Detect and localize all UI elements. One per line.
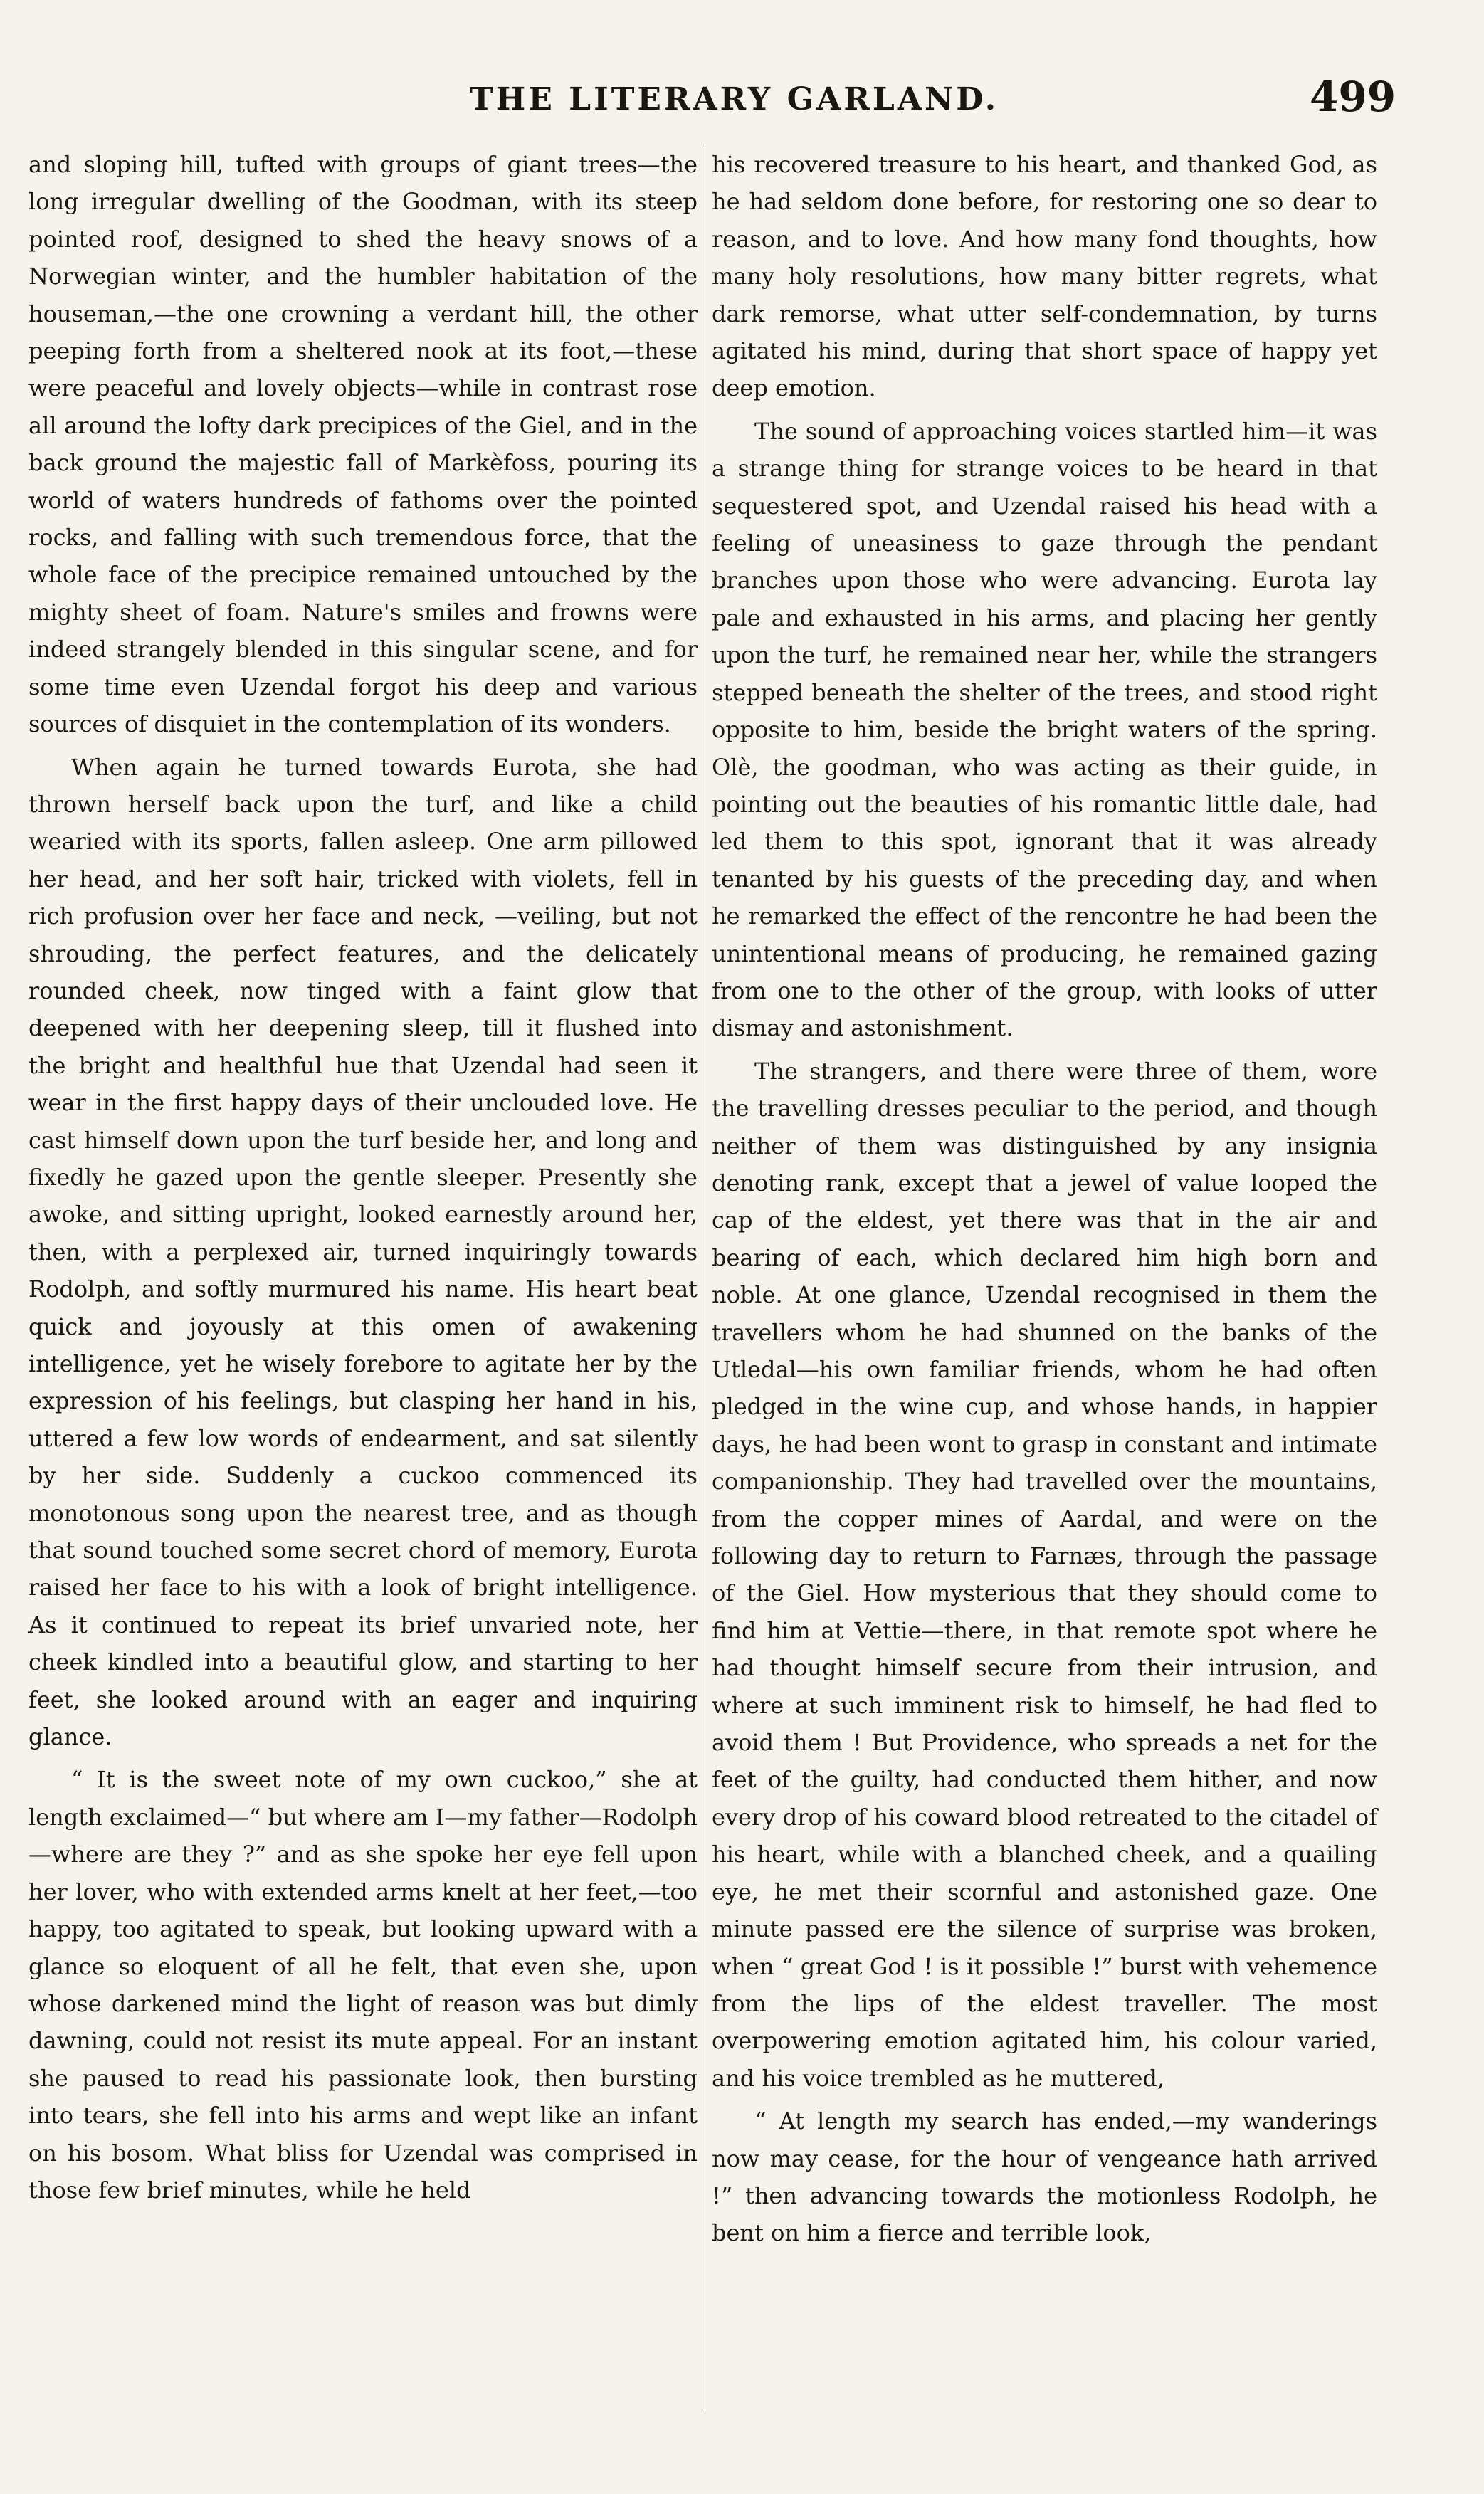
paragraph: The strangers, and there were three of them, wore the travelling dresses peculiar to the period, and though neither of them was distinguished by any insignia denoting rank, except that a jewel of value looped the cap of the eldest, yet there was that in the air and bearing of each, which declared him high born and noble. At one glance, Uzendal recognised in them the travellers whom he had shunned on the banks of the Utledal—his own familiar friends, whom he had often pledged in the wine cup, and whose hands, in happier days, he had been wont to grasp in constant and intimate companionship. They had travelled over the mountains, from the copper mines of Aardal, and were on the following day to return to Farnæs, through the passage of the Giel. How mysterious that they should come to find him at Vettie—there, in that remote spot where he had thought himself secure from their intrusion, and where at such imminent risk to himself, he had fled to avoid them ! But Providence, who spreads a net for the feet of the guilty, had conducted them hither, and now every drop of his coward blood retreated to the citadel of his heart, while with a blanched cheek, and a quailing eye, he met their scornful and astonished gaze. One minute passed ere the silence of surprise was broken, when “ great God ! is it possible !” burst with vehemence from the lips of the eldest traveller. The most overpowering emotion agitated him, his colour varied, and his voice trembled as he muttered,	[712, 1057, 1377, 2092]
paragraph: The sound of approaching voices startled him—it was a strange thing for strange voices to be heard in that sequestered spot, and Uzendal raised his head with a feeling of uneasiness to gaze through the pendant branches upon those who were advancing. Eurota lay pale and exhausted in his arms, and placing her gently upon the turf, he remained near her, while the strangers stepped beneath the shelter of the trees, and stood right opposite to him, beside the bright waters of the spring. Olè, the goodman, who was acting as their guide, in pointing out the beauties of his romantic little dale, had led them to this spot, ignorant that it was already tenanted by his guests of the preceding day, and when he remarked the effect of the rencontre he had been the unintentional means of producing, he remained gazing from one to the other of the group, with looks of utter dismay and astonishment.	[712, 417, 1377, 1042]
paragraph: his recovered treasure to his heart, and thanked God, as he had seldom done before, for restoring one so dear to reason, and to love. And how many fond thoughts, how many holy resolutions, how many bitter regrets, what dark remorse, what utter self-condemnation, by turns agitated his mind, during that short space of happy yet deep emotion.	[712, 151, 1377, 402]
paragraph: and sloping hill, tufted with groups of giant trees—the long irregular dwelling of the Goodman, with its steep pointed roof, designed to shed the heavy snows of a Norwegian winter, and the humbler habitation of the houseman,—the one crowning a verdant hill, the other peeping forth from a sheltered nook at its foot,—these were peaceful and lovely objects—while in contrast rose all around the lofty dark precipices of the Giel, and in the back ground the majestic fall of Markèfoss, pouring its world of waters hundreds of fathoms over the pointed rocks, and falling with such tremendous force, that the whole face of the precipice remained untouched by the mighty sheet of foam. Nature's smiles and frowns were indeed strangely blended in this singular scene, and for some time even Uzendal forgot his deep and various sources of disquiet in the contemplation of its wonders.	[28, 151, 698, 738]
paragraph: “ It is the sweet note of my own cuckoo,” she at length exclaimed—“ but where am I—my father—Rodolph—where are they ?” and as she spoke her eye fell upon her lover, who with extended arms knelt at her feet,—too happy, too agitated to speak, but looking upward with a glance so eloquent of all he felt, that even she, upon whose darkened mind the light of reason was but dimly dawning, could not resist its mute appeal. For an instant she paused to read his passionate look, then bursting into tears, she fell into his arms and wept like an infant on his bosom. What bliss for Uzendal was comprised in those few brief minutes, while he held	[28, 1766, 698, 2204]
page-number: 499	[1310, 73, 1396, 121]
right-column	[712, 146, 1377, 2252]
left-column	[28, 146, 698, 2209]
page-header	[0, 68, 1484, 125]
paragraph: When again he turned towards Eurota, she had thrown herself back upon the turf, and like a child wearied with its sports, fallen asleep. One arm pillowed her head, and her soft hair, tricked with violets, fell in rich profusion over her face and neck, —veiling, but not shrouding, the perfect features, and the delicately rounded cheek, now tinged with a faint glow that deepened with her deepening sleep, till it flushed into the bright and healthful hue that Uzendal had seen it wear in the first happy days of their unclouded love. He cast himself down upon the turf beside her, and long and fixedly he gazed upon the gentle sleeper. Presently she awoke, and sitting upright, looked earnestly around her, then, with a perplexed air, turned inquiringly towards Rodolph, and softly murmured his name. His heart beat quick and joyously at this omen of awakening intelligence, yet he wisely forebore to agitate her by the expression of his feelings, but clasping her hand in his, uttered a few low words of endearment, and sat silently by her side. Suddenly a cuckoo commenced its monotonous song upon the nearest tree, and as though that sound touched some secret chord of memory, Eurota raised her face to his with a look of bright intelligence. As it continued to repeat its brief unvaried note, her cheek kindled into a beautiful glow, and starting to her feet, she looked around with an eager and inquiring glance.	[28, 753, 698, 1751]
running-title: THE LITERARY GARLAND.	[470, 81, 999, 117]
paragraph: “ At length my search has ended,—my wanderings now may cease, for the hour of vengeance hath arrived !” then advancing towards the motionless Rodolph, he bent on him a fierce and terrible look,	[712, 2108, 1377, 2247]
